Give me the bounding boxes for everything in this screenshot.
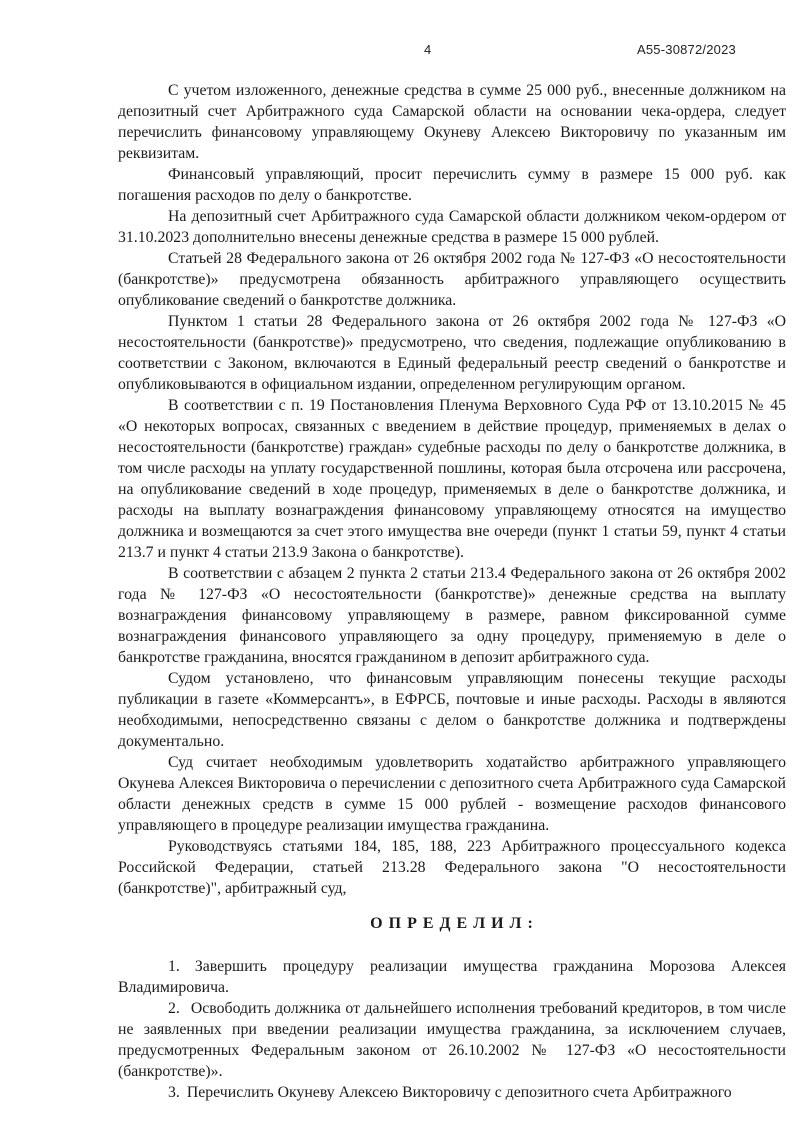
paragraph-1: С учетом изложенного, денежные средства в сумме 25 000 руб., внесенные должником на депозитный счет Арбитражного суда Самарской области на основании чека-ордера, следует перечислить финансовому управляющему Окуневу Алексею Викторовичу по указанным им реквизитам. <box>118 82 786 162</box>
paragraph-3: На депозитный счет Арбитражного суда Самарской области должником чеком-ордером от 31.10.2023 дополнительно внесены денежные средства в размере 15 000 рублей. <box>118 208 786 246</box>
paragraph-7: В соответствии с абзацем 2 пункта 2 статьи 213.4 Федерального закона от 26 октября 2002 года № 127-ФЗ «О несостоятельности (банкротстве)» денежные средства на выплату вознаграждения финансовому управляющему в размере, равном фиксированной сумме вознаграждения финансового управляющего за одну процедуру, применяемую в деле о банкротстве гражданина, вносятся гражданином в депозит арбитражного суда. <box>118 565 786 666</box>
decree-item-3-number: 3. <box>168 1084 180 1101</box>
decree-heading: О П Р Е Д Е Л И Л : <box>370 915 534 932</box>
decree-item-3 <box>118 1082 786 1103</box>
decree-item-2-text: Освободить должника от дальнейшего исполнения требований кредиторов, в том числе не заявленных при введении реализации имущества гражданина, за исключением случаев, предусмотренных Федеральным законом от 26.10.2002 № 127-ФЗ «О несостоятельности (банкротстве)». <box>118 1000 786 1080</box>
document-body <box>118 80 786 1103</box>
decree-item-1-text: Завершить процедуру реализации имущества гражданина Морозова Алексея Владимировича. <box>118 958 786 996</box>
decree-item-3-text: Перечислить Окуневу Алексею Викторовичу с депозитного счета Арбитражного <box>186 1084 732 1101</box>
paragraph-2: Финансовый управляющий, просит перечислить сумму в размере 15 000 руб. как погашения расходов по делу о банкротстве. <box>118 166 786 204</box>
paragraph-10: Руководствуясь статьями 184, 185, 188, 223 Арбитражного процессуального кодекса Российской Федерации, статьей 213.28 Федерального закона "О несостоятельности (банкротстве)", арбитражный суд, <box>118 838 786 897</box>
page-header <box>0 0 800 80</box>
paragraph-9: Суд считает необходимым удовлетворить ходатайство арбитражного управляющего Окунева Алексея Викторовича о перечислении с депозитного счета Арбитражного суда Самарской области денежных средств в сумме 15 000 рублей - возмещение расходов финансового управляющего в процедуре реализации имущества гражданина. <box>118 754 786 834</box>
paragraph-6: В соответствии с п. 19 Постановления Пленума Верховного Суда РФ от 13.10.2015 № 45 «О некоторых вопросах, связанных с введением в действие процедур, применяемых в делах о несостоятельности (банкротстве) граждан» судебные расходы по делу о банкротстве должника, в том числе расходы на уплату государственной пошлины, которая была отсрочена или рассрочена, на опубликование сведений в ходе процедур, применяемых в деле о банкротстве должника, и расходы на выплату вознаграждения финансовому управляющему относятся на имущество должника и возмещаются за счет этого имущества вне очереди (пункт 1 статьи 59, пункт 4 статьи 213.7 и пункт 4 статьи 213.9 Закона о банкротстве). <box>118 397 786 561</box>
decree-item-2-number: 2. <box>168 1000 180 1017</box>
decree-item-1 <box>118 956 786 998</box>
page-number: 4 <box>424 42 432 57</box>
paragraph-5: Пунктом 1 статьи 28 Федерального закона от 26 октября 2002 года № 127-ФЗ «О несостоятельности (банкротстве)» предусмотрено, что сведения, подлежащие опубликованию в соответствии с Законом, включаются в Единый федеральный реестр сведений о банкротстве и опубликовываются в официальном издании, определенном регулирующим органом. <box>118 313 786 393</box>
paragraph-8: Судом установлено, что финансовым управляющим понесены текущие расходы публикации в газете «Коммерсантъ», в ЕФРСБ, почтовые и иные расходы. Расходы в являются необходимыми, непосредственно связаны с делом о банкротстве должника и подтверждены документально. <box>118 670 786 750</box>
paragraph-4: Статьей 28 Федерального закона от 26 октября 2002 года № 127-ФЗ «О несостоятельности (банкротстве)» предусмотрена обязанность арбитражного управляющего осуществить опубликование сведений о банкротстве должника. <box>118 250 786 309</box>
decree-item-2 <box>118 998 786 1082</box>
case-number: А55-30872/2023 <box>637 42 736 57</box>
decree-item-1-number: 1. <box>168 958 180 975</box>
